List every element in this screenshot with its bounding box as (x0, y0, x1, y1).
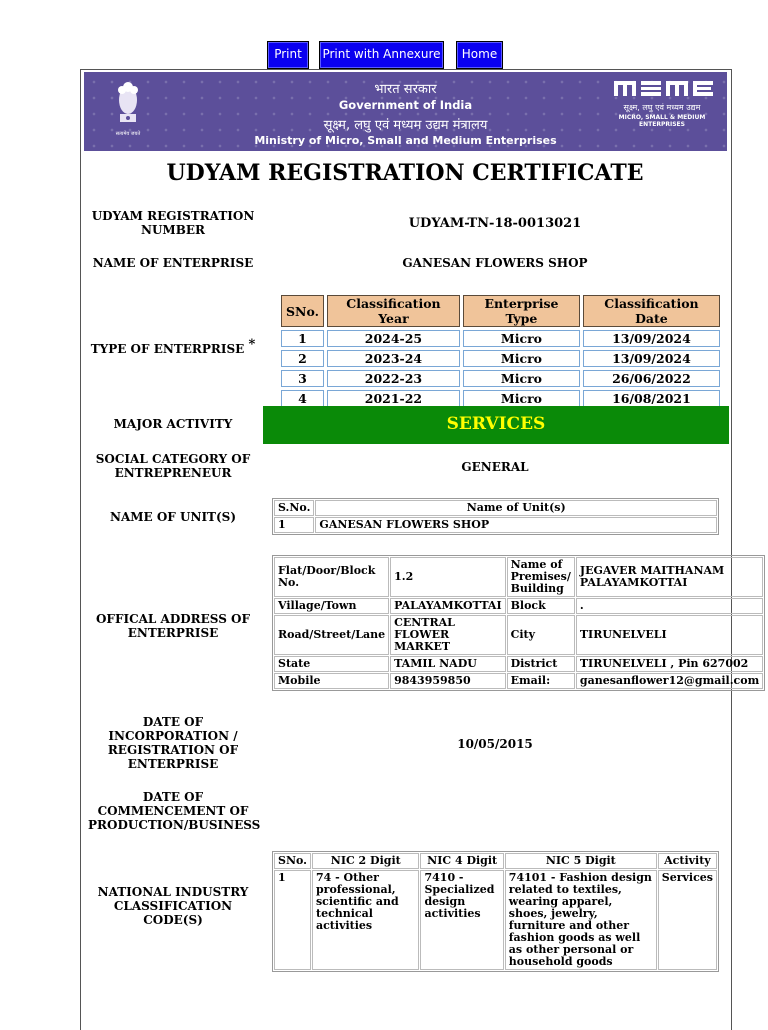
table-cell: GANESAN FLOWERS SHOP (315, 517, 717, 533)
table-cell: 2 (281, 350, 324, 367)
major-activity-label: MAJOR ACTIVITY (113, 417, 233, 431)
address-label: OFFICAL ADDRESS OF ENTERPRISE (95, 612, 251, 640)
nic-codes-label: NATIONAL INDUSTRY CLASSIFICATION CODE(S) (97, 885, 249, 927)
enterprise-type-text: TYPE OF ENTERPRISE (90, 342, 245, 356)
table-cell: 3 (281, 370, 324, 387)
print-button[interactable]: Print (267, 41, 309, 69)
table-cell: 74101 - Fashion design related to textiles, wearing apparel, shoes, jewelry, furniture and other fashion goods as well as other personal or household goods (505, 870, 657, 970)
district-label: District (507, 656, 575, 672)
table-header-row (274, 500, 717, 516)
msme-english: MICRO, SMALL & MEDIUM ENTERPRISES (618, 114, 706, 128)
gov-english: Government of India (338, 98, 473, 112)
table-cell: 2024-25 (327, 330, 460, 347)
emblem-caption: सत्यमेव जयते (115, 131, 141, 137)
email-value: ganesanflower12@gmail.com (576, 673, 763, 689)
enterprise-type-table (278, 292, 723, 410)
table-cell: 2022-23 (327, 370, 460, 387)
unit-names-label: NAME OF UNIT(S) (109, 510, 237, 524)
city-label: City (507, 615, 575, 655)
table-row (281, 330, 720, 347)
home-button[interactable]: Home (456, 41, 503, 69)
flat-value: 1.2 (390, 557, 506, 597)
government-banner (84, 72, 727, 151)
social-category-label: SOCIAL CATEGORY OF ENTREPRENEUR (95, 452, 251, 480)
state-label: State (274, 656, 389, 672)
table-header: SNo. (274, 853, 311, 869)
incorporation-date-label: DATE OF INCORPORATION / REGISTRATION OF ENTERPRISE (107, 715, 239, 771)
table-header: NIC 2 Digit (312, 853, 420, 869)
premises-label: Name of Premises/ Building (507, 557, 575, 597)
certificate-title: UDYAM REGISTRATION CERTIFICATE (166, 160, 644, 186)
registration-number-value: UDYAM-TN-18-0013021 (408, 216, 582, 231)
commencement-date-label: DATE OF COMMENCEMENT OF PRODUCTION/BUSINESS (88, 790, 261, 832)
table-row (274, 615, 763, 655)
table-cell: 13/09/2024 (583, 330, 720, 347)
enterprise-type-asterisk: * (248, 337, 256, 352)
flat-label: Flat/Door/Block No. (274, 557, 389, 597)
table-cell: 26/06/2022 (583, 370, 720, 387)
table-row (274, 598, 763, 614)
block-value: . (576, 598, 763, 614)
table-header: NIC 5 Digit (505, 853, 657, 869)
registration-number-label: UDYAM REGISTRATION NUMBER (91, 209, 255, 237)
table-row (281, 390, 720, 407)
gov-hindi: भारत सरकार (374, 82, 437, 97)
table-cell: 2023-24 (327, 350, 460, 367)
block-label: Block (507, 598, 575, 614)
ministry-english: Ministry of Micro, Small and Medium Enterprises (254, 134, 557, 147)
table-cell: 74 - Other professional, scientific and technical activities (312, 870, 420, 970)
state-value: TAMIL NADU (390, 656, 506, 672)
msme-hindi: सूक्ष्म, लघु एवं मध्यम उद्यम (623, 103, 701, 112)
table-cell: 16/08/2021 (583, 390, 720, 407)
district-value: TIRUNELVELI , Pin 627002 (576, 656, 763, 672)
enterprise-name-label: NAME OF ENTERPRISE (92, 256, 254, 270)
table-cell: Micro (463, 370, 580, 387)
email-label: Email: (507, 673, 575, 689)
mobile-value: 9843959850 (390, 673, 506, 689)
table-cell: 4 (281, 390, 324, 407)
table-row (281, 370, 720, 387)
table-cell: 1 (274, 870, 311, 970)
premises-value: JEGAVER MAITHANAM PALAYAMKOTTAI (576, 557, 763, 597)
table-header: Activity (658, 853, 717, 869)
table-cell: 13/09/2024 (583, 350, 720, 367)
units-table (272, 498, 719, 535)
road-label: Road/Street/Lane (274, 615, 389, 655)
major-activity-value: SERVICES (263, 406, 729, 444)
table-header: Classification Date (583, 295, 720, 327)
table-header: SNo. (281, 295, 324, 327)
table-header-row (281, 295, 720, 327)
address-table (272, 555, 765, 691)
table-cell: Micro (463, 350, 580, 367)
table-row (274, 673, 763, 689)
ministry-hindi: सूक्ष्म, लघु एवं मध्यम उद्यम मंत्रालय (323, 118, 488, 133)
table-header: Enterprise Type (463, 295, 580, 327)
table-cell: Services (658, 870, 717, 970)
incorporation-date-value: 10/05/2015 (457, 737, 533, 751)
village-value: PALAYAMKOTTAI (390, 598, 506, 614)
mobile-label: Mobile (274, 673, 389, 689)
table-header: Name of Unit(s) (315, 500, 717, 516)
city-value: TIRUNELVELI (576, 615, 763, 655)
msme-logo-icon (614, 78, 714, 98)
table-cell: Micro (463, 330, 580, 347)
print-with-annexure-button[interactable]: Print with Annexure (319, 41, 444, 69)
enterprise-name-value: GANESAN FLOWERS SHOP (402, 256, 588, 270)
table-cell: 7410 - Specialized design activities (420, 870, 503, 970)
table-cell: Micro (463, 390, 580, 407)
enterprise-type-label (88, 338, 258, 356)
top-buttons (0, 41, 768, 69)
table-cell: 2021-22 (327, 390, 460, 407)
table-row (274, 557, 763, 597)
road-value: CENTRAL FLOWER MARKET (390, 615, 506, 655)
table-row (274, 870, 717, 970)
nic-table (272, 851, 719, 972)
village-label: Village/Town (274, 598, 389, 614)
social-category-value: GENERAL (461, 460, 529, 474)
table-cell: 1 (281, 330, 324, 347)
table-header-row (274, 853, 717, 869)
table-header: Classification Year (327, 295, 460, 327)
table-header: NIC 4 Digit (420, 853, 503, 869)
table-header: S.No. (274, 500, 314, 516)
table-row (281, 350, 720, 367)
table-row (274, 656, 763, 672)
table-cell: 1 (274, 517, 314, 533)
table-row (274, 517, 717, 533)
